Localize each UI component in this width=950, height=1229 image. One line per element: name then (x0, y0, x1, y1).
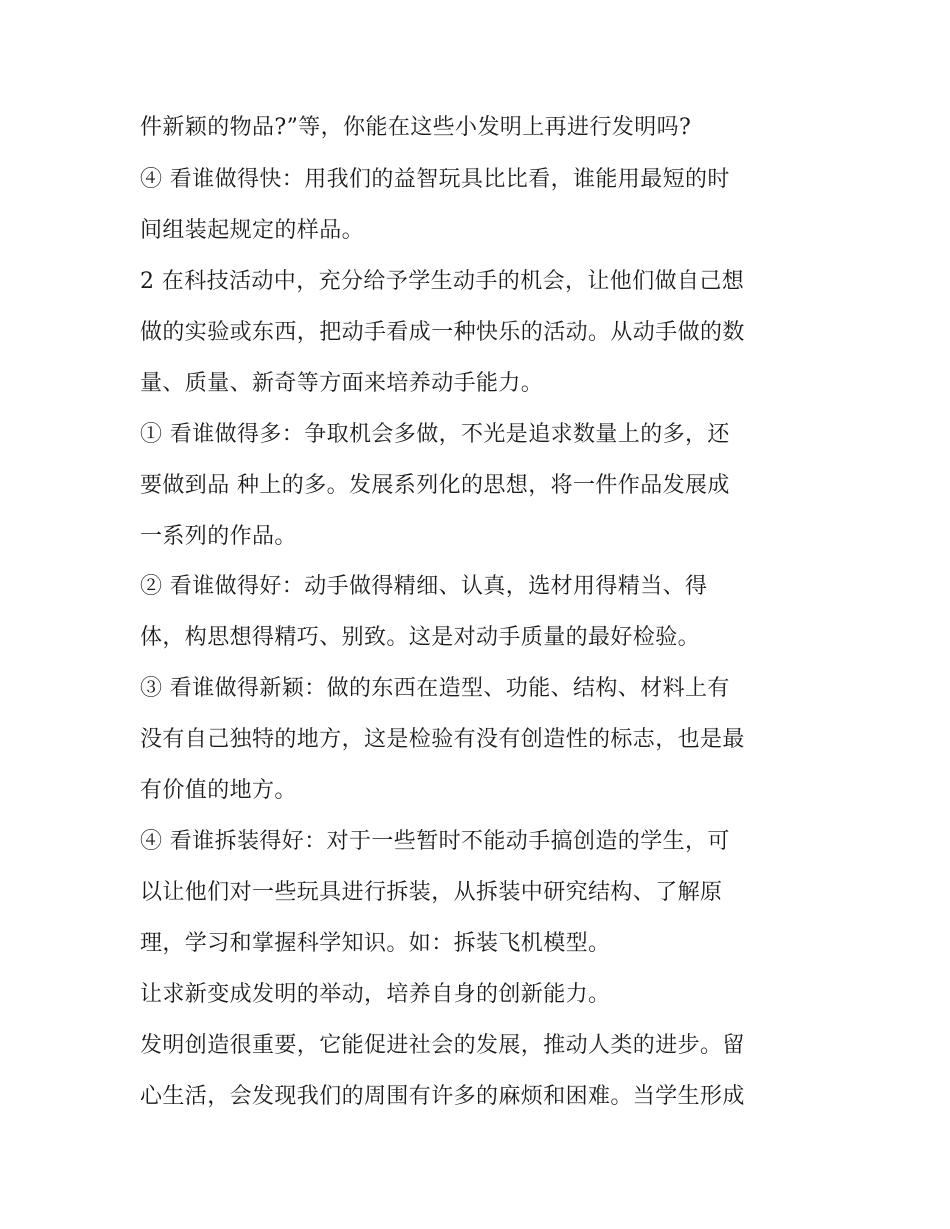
text-line: 没有自己独特的地方，这是检验有没有创造性的标志，也是最 (140, 727, 745, 752)
text-line: 一系列的作品。 (140, 524, 297, 549)
text-line: 发明创造很重要，它能促进社会的发展，推动人类的进步。留 (140, 1033, 745, 1058)
text-line: 体，构思想得精巧、别致。这是对动手质量的最好检验。 (140, 625, 701, 650)
text-line: ④ 看谁拆装得好：对于一些暂时不能动手搞创造的学生，可 (140, 829, 730, 854)
text-line: 理，学习和掌握科学知识。如：拆装飞机模型。 (140, 931, 611, 956)
text-line: ④ 看谁做得快：用我们的益智玩具比比看，谁能用最短的时 (140, 167, 730, 192)
text-line: 要做到品 种上的多。发展系列化的思想，将一件作品发展成 (140, 473, 730, 498)
text-line: ② 看谁做得好：动手做得精细、认真，选材用得精当、得 (140, 574, 708, 599)
text-line: 件新颖的物品?”等，你能在这些小发明上再进行发明吗? (140, 115, 692, 140)
text-line: 让求新变成发明的举动，培养自身的创新能力。 (140, 982, 611, 1007)
text-line: 心生活，会发现我们的周围有许多的麻烦和困难。当学生形成 (140, 1084, 745, 1109)
text-line: 以让他们对一些玩具进行拆装，从拆装中研究结构、了解原 (140, 880, 723, 905)
text-line: 有价值的地方。 (140, 778, 297, 803)
text-line: 2 在科技活动中，充分给予学生动手的机会，让他们做自己想 (140, 269, 745, 294)
text-line: 间组装起规定的样品。 (140, 218, 365, 243)
text-line: ③ 看谁做得新颖：做的东西在造型、功能、结构、材料上有 (140, 676, 730, 701)
text-line: 做的实验或东西，把动手看成一种快乐的活动。从动手做的数 (140, 320, 745, 345)
text-line: ① 看谁做得多：争取机会多做，不光是追求数量上的多，还 (140, 422, 730, 447)
text-line: 量、质量、新奇等方面来培养动手能力。 (140, 371, 544, 396)
